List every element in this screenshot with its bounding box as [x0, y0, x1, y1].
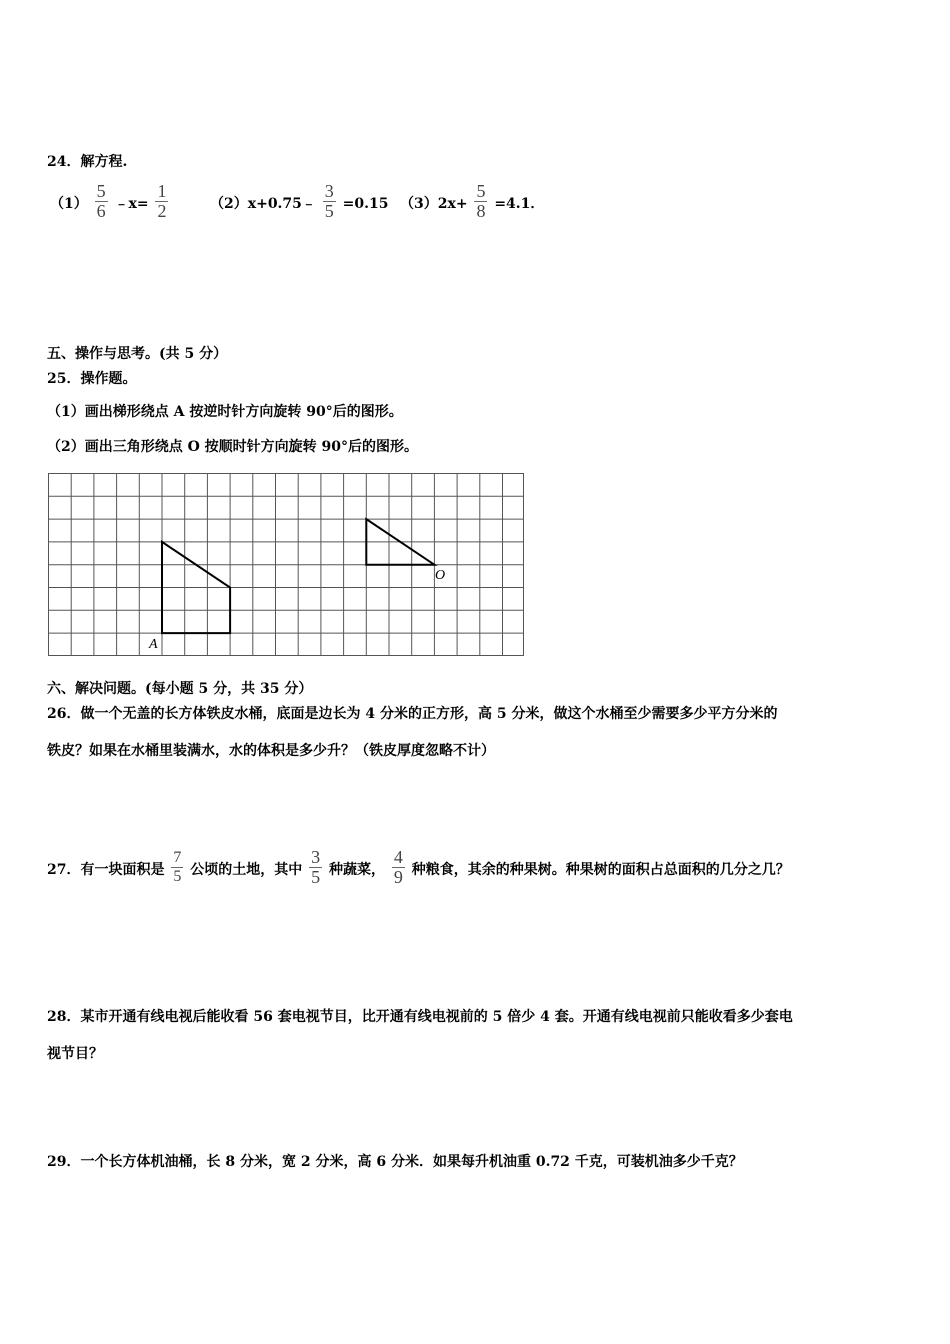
eq1-mid: ﹣x=	[114, 195, 149, 212]
q27-part-1: 27．有一块面积是	[47, 861, 165, 878]
q29-line-1: 29．一个长方体机油桶，长 8 分米，宽 2 分米，高 6 分米．如果每升机油重 0.72 千克，可装机油多少千克？	[47, 1154, 743, 1170]
q26-line-1: 26．做一个无盖的长方体铁皮水桶，底面是边长为 4 分米的正方形，高 5 分米，做这个水桶至少需要多少平方分米的	[47, 706, 778, 722]
q26-line-2: 铁皮？如果在水桶里装满水，水的体积是多少升？（铁皮厚度忽略不计）	[47, 743, 495, 759]
eq3-suffix: =4.1．	[494, 195, 545, 212]
q24-title: 24．解方程.	[47, 154, 128, 170]
q24-equation-2	[210, 181, 389, 223]
q27-part-4: 种粮食，其余的种果树。种果树的面积占总面积的几分之几？	[411, 861, 790, 878]
q27-fraction-grain: $\frac{4}{9}$	[393, 847, 403, 887]
q27-line	[47, 847, 790, 889]
q24-equation-3	[400, 181, 545, 223]
point-o-label: O	[435, 568, 446, 583]
eq1-fraction-a: $\frac{5}{6}$	[96, 181, 106, 221]
rotation-grid-figure	[47, 472, 527, 658]
q25-title: 25．操作题。	[47, 371, 137, 387]
eq1-prefix: （1）	[50, 195, 88, 212]
eq2-suffix: =0.15	[342, 195, 389, 212]
eq3-fraction: $\frac{5}{8}$	[476, 181, 486, 221]
eq2-prefix: （2）x+0.75﹣	[210, 195, 316, 212]
q27-fraction-area: $\frac{7}{5}$	[173, 849, 182, 885]
q28-line-2: 视节目？	[47, 1046, 103, 1062]
q27-part-2: 公顷的土地，其中	[190, 861, 303, 878]
q25-part-1: （1）画出梯形绕点 A 按逆时针方向旋转 90°后的图形。	[47, 404, 403, 420]
q25-part-2: （2）画出三角形绕点 O 按顺时针方向旋转 90°后的图形。	[47, 439, 419, 455]
eq2-fraction: $\frac{3}{5}$	[324, 181, 334, 221]
q24-equation-1	[50, 181, 170, 223]
grid-lines	[49, 474, 524, 656]
q27-part-3: 种蔬菜，	[328, 861, 385, 878]
section-5-heading: 五、操作与思考。(共 5 分）	[47, 346, 228, 362]
q28-line-1: 28．某市开通有线电视后能收看 56 套电视节目，比开通有线电视前的 5 倍少 4 套。开通有线电视前只能收看多少套电	[47, 1009, 793, 1025]
section-6-heading: 六、解决问题。(每小题 5 分，共 35 分）	[47, 681, 313, 697]
point-a-label: A	[149, 637, 158, 652]
eq1-fraction-b: $\frac{1}{2}$	[157, 181, 167, 221]
eq3-prefix: （3）2x+	[400, 195, 468, 212]
q27-fraction-vegetables: $\frac{3}{5}$	[311, 847, 321, 887]
